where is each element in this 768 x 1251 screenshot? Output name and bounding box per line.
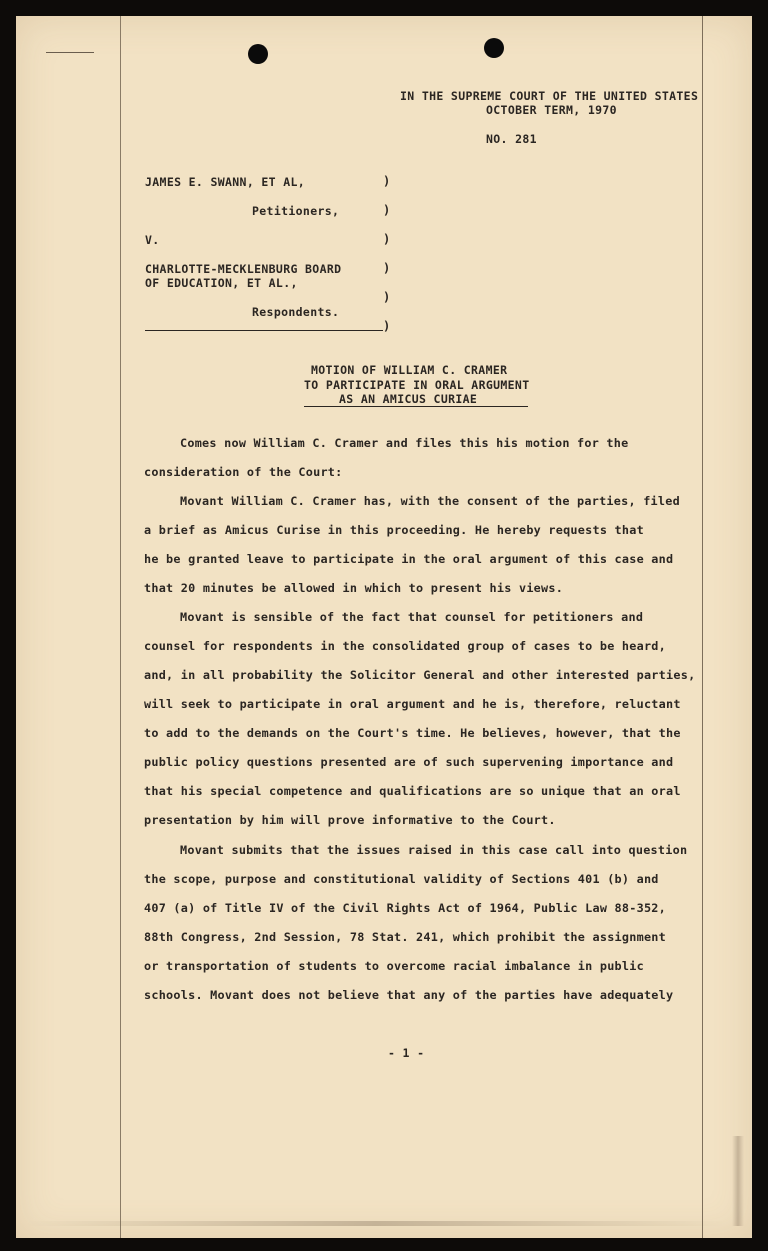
caption-paren: )	[383, 232, 391, 246]
body-line: 88th Congress, 2nd Session, 78 Stat. 241, which prohibit the assignment	[144, 930, 667, 944]
punch-hole-left	[248, 44, 268, 64]
body-line: that 20 minutes be allowed in which to present his views.	[144, 581, 564, 595]
right-edge-stain	[732, 1136, 744, 1226]
motion-title-line2: TO PARTICIPATE IN ORAL ARGUMENT	[304, 378, 530, 392]
body-line: presentation by him will prove informative to the Court.	[144, 813, 556, 827]
body-line: a brief as Amicus Curise in this proceeding. He hereby requests that	[144, 523, 644, 537]
right-margin-rule	[702, 16, 703, 1238]
body-line: 407 (a) of Title IV of the Civil Rights Act of 1964, Public Law 88-352,	[144, 901, 667, 915]
body-line: Movant William C. Cramer has, with the consent of the parties, filed	[180, 494, 680, 508]
edge-mark	[46, 52, 94, 53]
motion-title-underline	[304, 406, 528, 407]
versus-label: V.	[145, 233, 160, 247]
case-number: NO. 281	[486, 132, 537, 146]
body-line: schools. Movant does not believe that any of the parties have adequately	[144, 988, 674, 1002]
bottom-edge-stain	[26, 1221, 726, 1226]
body-line: to add to the demands on the Court's time. He believes, however, that the	[144, 726, 681, 740]
motion-title-line3: AS AN AMICUS CURIAE	[339, 392, 478, 406]
petitioner-name: JAMES E. SWANN, ET AL,	[145, 175, 306, 189]
body-line: Movant is sensible of the fact that counsel for petitioners and	[180, 610, 644, 624]
body-line: Movant submits that the issues raised in this case call into question	[180, 843, 688, 857]
left-margin-rule	[120, 16, 121, 1238]
body-line: he be granted leave to participate in the oral argument of this case and	[144, 552, 674, 566]
caption-paren: )	[383, 319, 391, 333]
court-term: OCTOBER TERM, 1970	[486, 103, 617, 117]
respondents-label: Respondents.	[252, 305, 340, 319]
motion-title-line1: MOTION OF WILLIAM C. CRAMER	[311, 363, 508, 377]
caption-paren: )	[383, 261, 391, 275]
body-line: or transportation of students to overcome racial imbalance in public	[144, 959, 644, 973]
body-line: and, in all probability the Solicitor General and other interested parties,	[144, 668, 696, 682]
respondent-name-line2: OF EDUCATION, ET AL.,	[145, 276, 298, 290]
caption-underline	[145, 330, 383, 331]
caption-paren: )	[383, 203, 391, 217]
caption-paren: )	[383, 174, 391, 188]
respondent-name-line1: CHARLOTTE-MECKLENBURG BOARD	[145, 262, 342, 276]
body-line: Comes now William C. Cramer and files this his motion for the	[180, 436, 629, 450]
court-name: IN THE SUPREME COURT OF THE UNITED STATES	[400, 89, 699, 103]
document-page	[16, 16, 752, 1238]
caption-paren: )	[383, 290, 391, 304]
body-line: will seek to participate in oral argument and he is, therefore, reluctant	[144, 697, 681, 711]
punch-hole-right	[484, 38, 504, 58]
body-line: counsel for respondents in the consolidated group of cases to be heard,	[144, 639, 667, 653]
body-line: consideration of the Court:	[144, 465, 343, 479]
body-line: public policy questions presented are of such supervening importance and	[144, 755, 674, 769]
body-line: the scope, purpose and constitutional validity of Sections 401 (b) and	[144, 872, 659, 886]
petitioners-label: Petitioners,	[252, 204, 340, 218]
body-line: that his special competence and qualifications are so unique that an oral	[144, 784, 681, 798]
page-number: - 1 -	[388, 1046, 425, 1060]
